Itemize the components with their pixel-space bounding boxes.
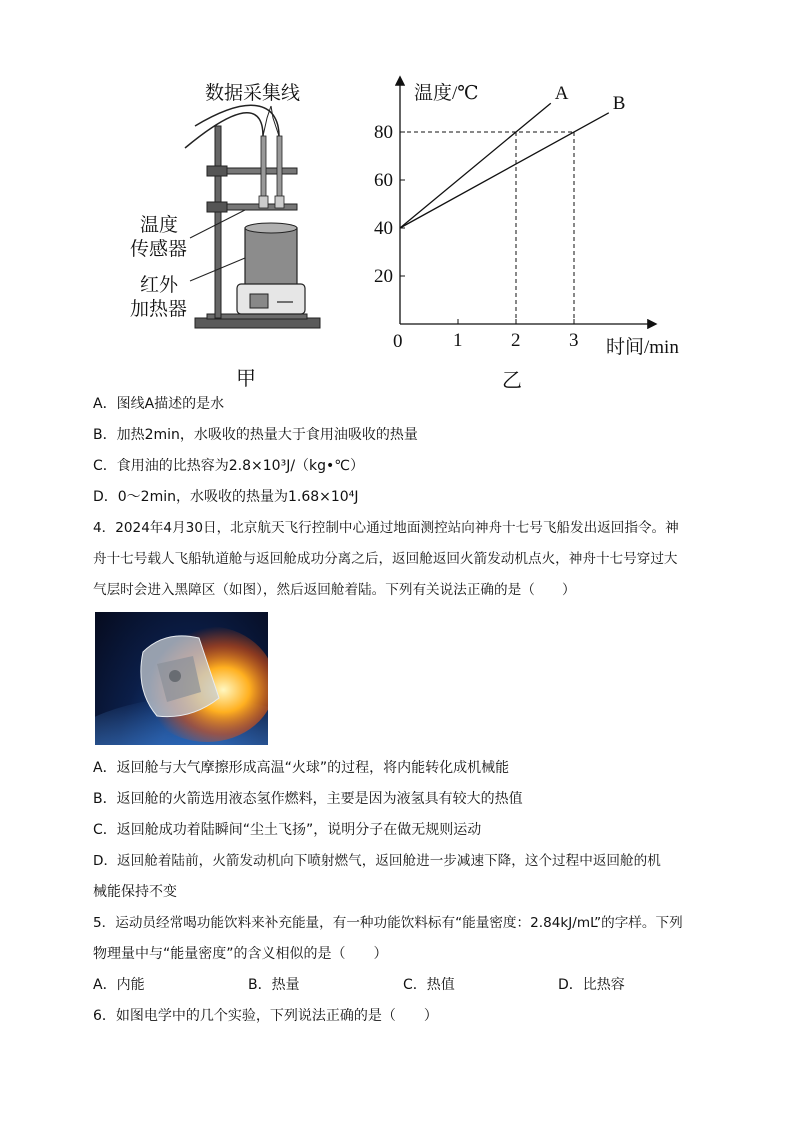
q4-option-d-continued: 械能保持不变 — [93, 884, 177, 900]
q4-option-a: A．返回舱与大气摩擦形成高温“火球”的过程，将内能转化成机械能 — [93, 760, 510, 776]
x-tick-label: 3 — [569, 330, 579, 351]
label-heater-1: 红外 — [140, 275, 179, 296]
beaker — [245, 228, 297, 290]
q6-stem: 6．如图电学中的几个实验，下列说法正确的是（ ） — [93, 1008, 438, 1024]
x-tick-label: 1 — [453, 330, 463, 351]
q5-option-b: B．热量 — [248, 977, 300, 993]
label-temp-sensor-1: 温度 — [140, 215, 179, 236]
q5-stem-line-1: 5．运动员经常喝功能饮料来补充能量，有一种功能饮料标有“能量密度：2.84kJ/mL”的字样。下列 — [93, 915, 683, 931]
q4-stem-line-1: 4．2024年4月30日，北京航天飞行控制中心通过地面测控站向神舟十七号飞船发出返回指令。神 — [93, 520, 679, 536]
q3-option-d: D．0～2min，水吸收的热量为1.68×10⁴J — [93, 489, 359, 505]
q4-stem-line-3: 气层时会进入黑障区（如图），然后返回舱着陆。下列有关说法正确的是（ ） — [93, 582, 576, 598]
figure-caption-yi: 乙 — [502, 370, 522, 392]
infrared-heater — [237, 284, 305, 314]
q4-option-d: D．返回舱着陆前，火箭发动机向下喷射燃气，返回舱进一步减速下降，这个过程中返回舱的机 — [93, 853, 661, 869]
y-tick-label: 60 — [374, 170, 393, 191]
y-axis-label: 温度/℃ — [414, 83, 479, 104]
series-label-B: B — [612, 92, 626, 114]
x-axis-label: 时间/min — [606, 337, 679, 358]
q5-stem-line-2: 物理量中与“能量密度”的含义相似的是（ ） — [93, 946, 388, 962]
q4-stem-line-2: 舟十七号载人飞船轨道舱与返回舱成功分离之后，返回舱返回火箭发动机点火，神舟十七号穿过大 — [93, 551, 678, 567]
label-heater-2: 加热器 — [130, 299, 188, 320]
q5-option-c: C．热值 — [403, 977, 455, 993]
q4-option-b: B．返回舱的火箭选用液态氢作燃料，主要是因为液氢具有较大的热值 — [93, 791, 523, 807]
q3-option-b: B．加热2min，水吸收的热量大于食用油吸收的热量 — [93, 427, 418, 443]
series-label-A: A — [554, 83, 569, 105]
series-line-A — [400, 103, 551, 228]
y-tick-label: 40 — [374, 218, 393, 239]
y-tick-label: 80 — [374, 122, 393, 143]
stand-rod — [215, 126, 221, 318]
origin-label: 0 — [393, 331, 403, 352]
label-data-cable: 数据采集线 — [205, 83, 301, 104]
temperature-time-graph — [360, 70, 705, 360]
y-tick-label: 20 — [374, 266, 393, 287]
x-tick-label: 2 — [511, 330, 521, 351]
q4-option-c: C．返回舱成功着陆瞬间“尘土飞扬”，说明分子在做无规则运动 — [93, 822, 482, 838]
series-line-B — [400, 113, 609, 228]
q3-option-a: A．图线A描述的是水 — [93, 396, 225, 412]
label-temp-sensor-2: 传感器 — [130, 239, 188, 260]
figure-caption-jia: 甲 — [236, 368, 256, 390]
reentry-capsule-photo — [95, 612, 268, 745]
q3-option-c: C．食用油的比热容为2.8×10³J/（kg•℃） — [93, 458, 365, 474]
q5-option-d: D．比热容 — [558, 977, 625, 993]
q5-option-a: A．内能 — [93, 977, 145, 993]
